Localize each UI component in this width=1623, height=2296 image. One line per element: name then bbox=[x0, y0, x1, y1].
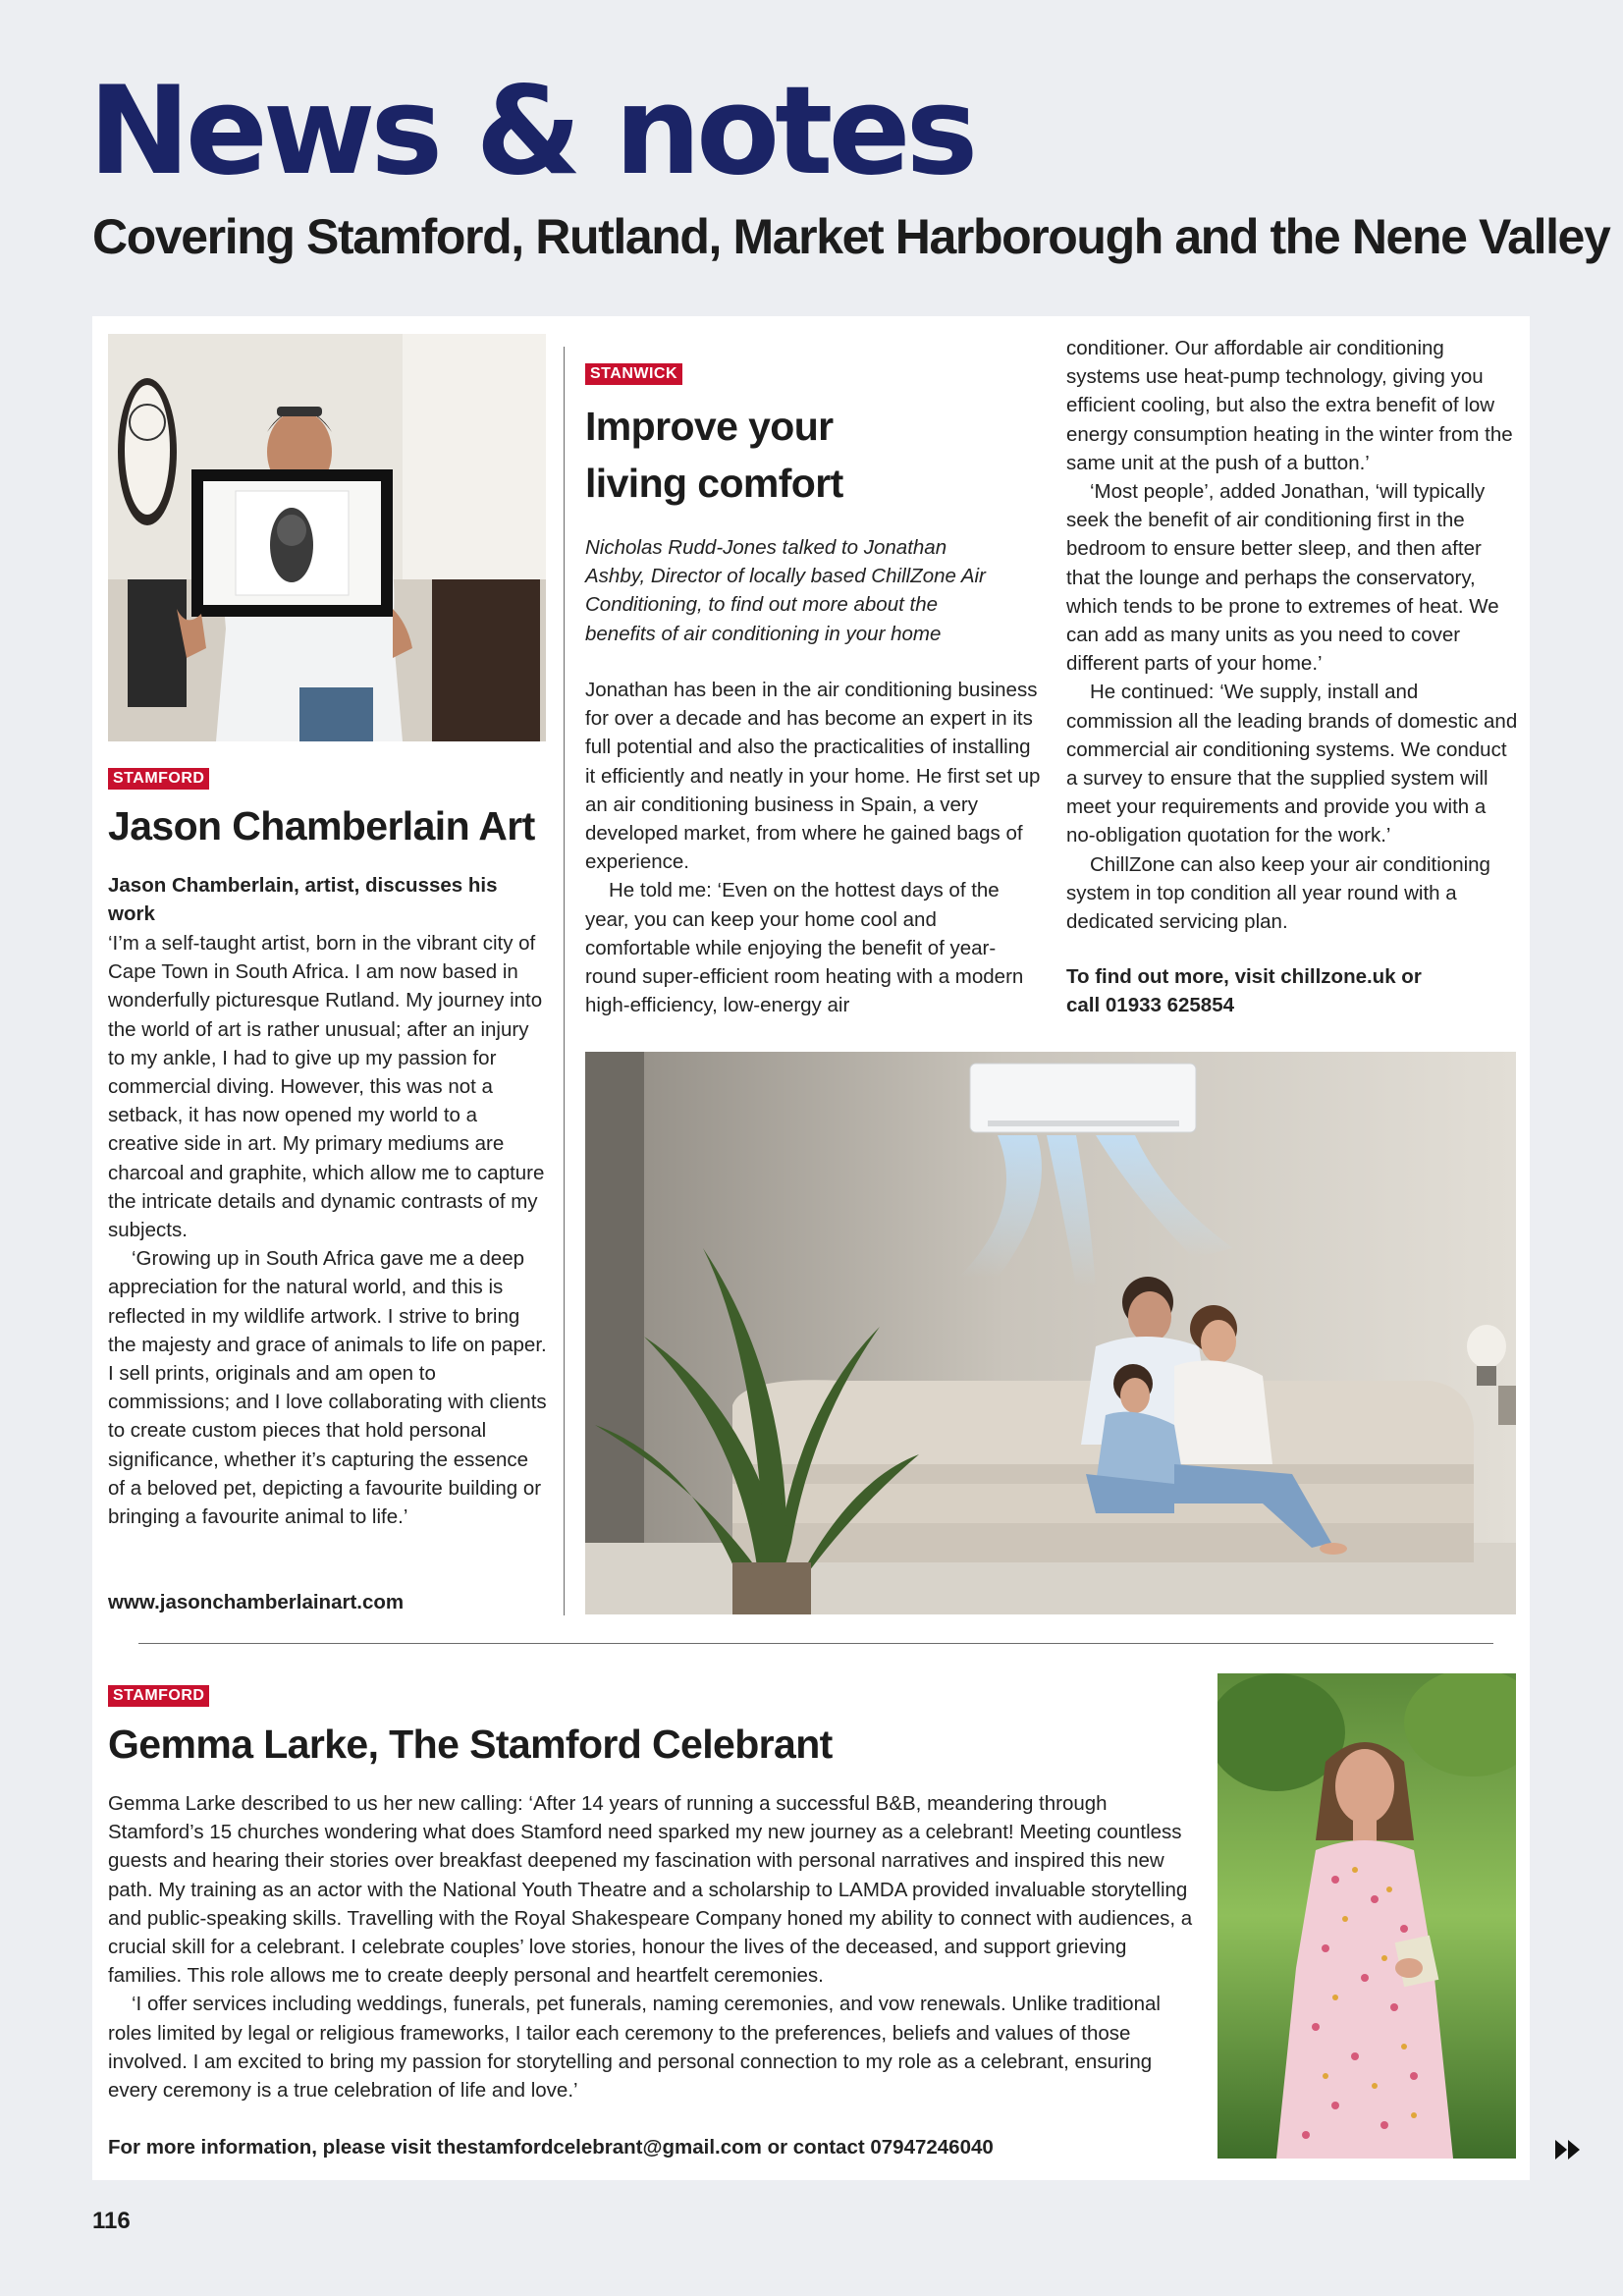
chillzone-contact-line-1[interactable]: To find out more, visit chillzone.uk or bbox=[1066, 965, 1422, 988]
column-divider bbox=[564, 347, 565, 1615]
paragraph: conditioner. Our affordable air conditioning systems use heat-pump technology, giving you efficient cooling, but also the extra benefit of low energy consumption heating in the winter from the same unit at the push of a button.’ bbox=[1066, 337, 1513, 474]
paragraph: ‘Growing up in South Africa gave me a deep appreciation for the natural world, and this is reflected in my wildlife artwork. I strive to bring the majesty and grace of animals to life on paper. I sell prints, originals and am open to commissions; and I love collaborating with clients to create custom pieces that hold personal significance, whether it’s capturing the essence of a beloved pet, depicting a favourite building or bringing a favourite animal to life.’ bbox=[108, 1247, 547, 1529]
gemma-larke-photo bbox=[1217, 1673, 1516, 2159]
chillzone-headline bbox=[585, 398, 843, 512]
page-subtitle: Covering Stamford, Rutland, Market Harborough and the Nene Valley bbox=[92, 209, 1610, 264]
paragraph: He told me: ‘Even on the hottest days of the year, you can keep your home cool and comfortable while enjoying the benefit of year-round super-efficient room heating with a modern high-efficiency, low-energy air bbox=[585, 879, 1024, 1017]
location-tag-stamford: STAMFORD bbox=[108, 1685, 209, 1707]
paragraph: ‘I offer services including weddings, funerals, pet funerals, naming ceremonies, and vow renewals. Unlike traditional roles limited by legal or religious frameworks, I tailor each ceremony to the preferences, beliefs and values of those involved. I am excited to bring my passion for storytelling and personal connection to my role as a celebrant, ensuring every ceremony is a true celebration of life and love.’ bbox=[108, 1993, 1161, 2103]
chillzone-headline-line-1: Improve your bbox=[585, 404, 834, 449]
location-tag-stanwick: STANWICK bbox=[585, 363, 682, 385]
page-number: 116 bbox=[92, 2208, 131, 2234]
jason-chamberlain-photo bbox=[108, 334, 546, 741]
chillzone-contact bbox=[1066, 962, 1520, 1019]
paragraph: Gemma Larke described to us her new calling: ‘After 14 years of running a successful B&B, meandering through Stamford’s 15 churches wondering what does Stamford need sparked my new journey as a celebrant! Meeting countless guests and hearing their stories over breakfast deepened my fascination with personal narratives and inspired this new path. My training as an actor with the National Youth Theatre and a scholarship to LAMDA provided invaluable storytelling and public-speaking skills. Travelling with the Royal Shakespeare Company honed my ability to connect with audiences, a crucial skill for a celebrant. I celebrate couples’ love stories, honour the lives of the deceased, and support grieving families. This role allows me to create deeply personal and heartfelt ceremonies. bbox=[108, 1792, 1193, 1988]
section-divider bbox=[138, 1643, 1493, 1644]
paragraph: ChillZone can also keep your air conditioning system in top condition all year round with a dedicated servicing plan. bbox=[1066, 852, 1490, 934]
paragraph: He continued: ‘We supply, install and commission all the leading brands of domestic and commercial air conditioning systems. We conduct a survey to ensure that the supplied system will meet your requirements and provide you with a no-obligation quotation for the work.’ bbox=[1066, 681, 1518, 847]
paragraph: Jonathan has been in the air conditioning business for over a decade and has become an expert in its full potential and also the practicalities of installing it efficiently and neatly in your home. He first set up an air conditioning business in Spain, a very developed market, from where he gained bags of experience. bbox=[585, 679, 1041, 874]
gemma-body bbox=[108, 1789, 1198, 2105]
gemma-contact[interactable]: For more information, please visit thestamfordcelebrant@gmail.com or contact 07947246040 bbox=[108, 2136, 994, 2159]
chillzone-body-col2 bbox=[1066, 334, 1520, 936]
fast-forward-icon[interactable] bbox=[1553, 2137, 1583, 2167]
jason-standfirst: Jason Chamberlain, artist, discusses his work bbox=[108, 874, 498, 926]
paragraph: ‘Most people’, added Jonathan, ‘will typically seek the benefit of air conditioning first in the bedroom to ensure better sleep, and then after that the lounge and perhaps the conservatory, which tends to be prone to extremes of heat. We can add as many units as you need to cover different parts of your home.’ bbox=[1066, 480, 1499, 676]
chillzone-headline-line-2: living comfort bbox=[585, 461, 843, 506]
location-tag-stamford: STAMFORD bbox=[108, 768, 209, 790]
chillzone-standfirst: Nicholas Rudd-Jones talked to Jonathan Ashby, Director of locally based ChillZone Air Conditioning, to find out more about the benefits of air conditioning in your home bbox=[585, 536, 986, 645]
air-conditioning-family-photo bbox=[585, 1052, 1516, 1614]
jason-website-link[interactable]: www.jasonchamberlainart.com bbox=[108, 1591, 405, 1613]
jason-headline: Jason Chamberlain Art bbox=[108, 803, 535, 848]
paragraph: ‘I’m a self-taught artist, born in the vibrant city of Cape Town in South Africa. I am now based in wonderfully picturesque Rutland. My journey into the world of art is rather unusual; after an injury to my ankle, I had to give up my passion for commercial diving. However, this was not a setback, it has now opened my world to a creative side in art. My primary mediums are charcoal and graphite, which allow me to capture the intricate details and dynamic contrasts of my subjects. bbox=[108, 932, 545, 1242]
page-title: News & notes bbox=[88, 61, 974, 202]
chillzone-body-col1 bbox=[585, 676, 1043, 1019]
gemma-headline: Gemma Larke, The Stamford Celebrant bbox=[108, 1722, 833, 1767]
jason-body bbox=[108, 929, 550, 1531]
chillzone-contact-line-2[interactable]: call 01933 625854 bbox=[1066, 994, 1234, 1017]
